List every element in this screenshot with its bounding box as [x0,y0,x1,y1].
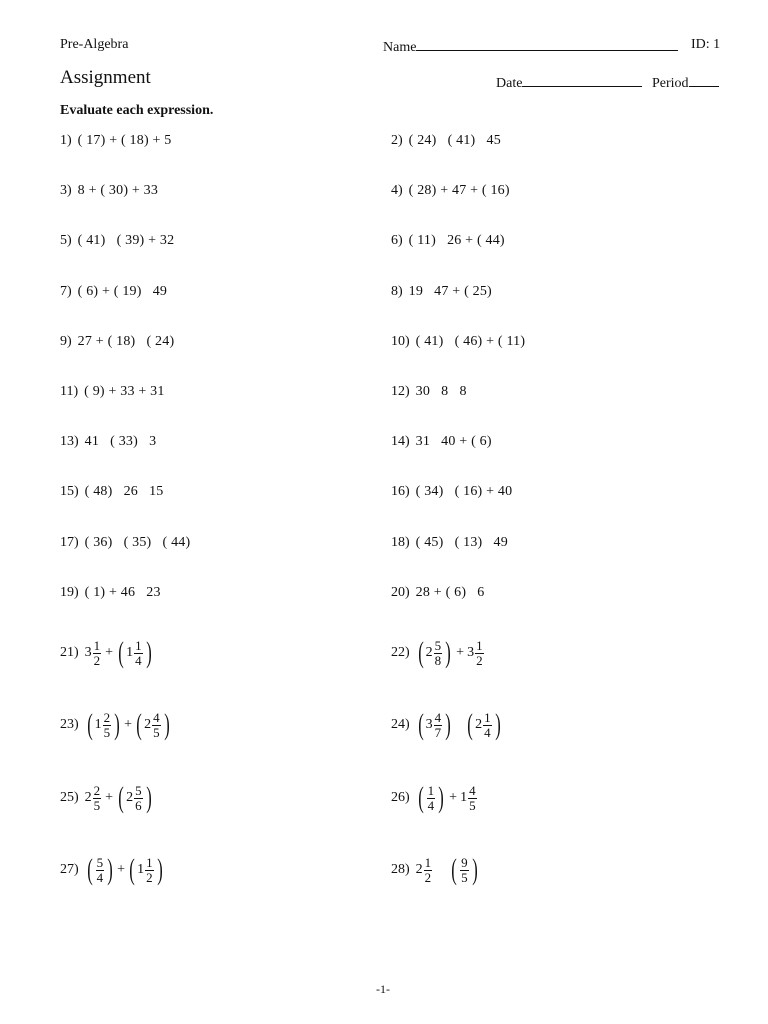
denominator: 4 [135,652,142,668]
problem-number: 23) [60,717,79,732]
whole-part: 1 [126,645,134,660]
problem-expression: ( 41) ( 39) + 32 [77,233,175,248]
operator: + [456,645,465,660]
problem-16 [391,484,512,500]
fraction [103,711,112,740]
problem-expression: ( 11) 26 + ( 44) [408,233,505,248]
fraction [145,856,154,885]
numerator: 1 [427,782,435,798]
numerator: 1 [135,637,142,653]
right-paren: ) [471,853,478,886]
denominator: 4 [427,797,435,813]
fraction [434,711,443,740]
problem-number: 6) [391,233,403,248]
period-blank[interactable] [689,73,719,87]
problem-28 [391,855,480,885]
problem-number: 19) [60,585,79,600]
page-number: -1- [376,982,390,996]
problem-expression: 30 8 8 [415,384,467,399]
denominator: 2 [424,869,432,885]
numerator: 1 [484,709,491,725]
problem-number: 10) [391,334,410,349]
subject-label: Pre-Algebra [60,37,129,52]
whole-part: 2 [144,717,152,732]
problem-expression: ( 48) 26 15 [84,484,164,499]
problem-number: 24) [391,717,410,732]
date-label: Date [496,76,523,91]
instructions: Evaluate each expression. [60,103,214,118]
numerator: 4 [469,782,476,798]
fraction [475,639,484,668]
denominator: 6 [135,797,142,813]
problem-expression: ( 28) + 47 + ( 16) [408,183,510,198]
numerator: 5 [135,782,142,798]
denominator: 4 [484,724,491,740]
right-paren: ) [114,708,120,741]
problem-expression: ( 34) ( 16) + 40 [415,484,513,499]
mixed-number [426,639,444,668]
problem-number: 20) [391,585,410,600]
problem-number: 21) [60,645,79,660]
problem-number: 14) [391,434,410,449]
problem-number: 13) [60,434,79,449]
whole-part: 3 [425,717,433,732]
right-paren: ) [445,708,451,741]
operator: + [105,790,114,805]
problem-22 [391,638,485,668]
problem-number: 16) [391,484,410,499]
problem-7 [60,284,167,300]
problem-expression: 28 + ( 6) 6 [415,585,485,600]
period-field[interactable] [652,73,719,92]
date-field[interactable] [496,73,642,92]
mixed-number [95,856,106,885]
mixed-number [126,784,144,813]
problem-10 [391,334,525,350]
problem-27 [60,855,165,885]
problem-18 [391,535,508,551]
problem-number: 11) [60,384,79,399]
problem-expression: ( 41) ( 46) + ( 11) [415,334,526,349]
left-paren: ( [417,781,424,814]
problem-number: 8) [391,284,403,299]
problem-15 [60,484,164,500]
problem-number: 12) [391,384,410,399]
fraction [93,639,102,668]
problem-2 [391,133,501,149]
problem-expression: 27 + ( 18) ( 24) [77,334,175,349]
numerator: 4 [153,709,160,725]
mixed-number [137,856,155,885]
problem-expression: ( 1) + 46 23 [84,585,161,600]
mixed-number [426,711,444,740]
problem-number: 9) [60,334,72,349]
problem-expression: ( 6) + ( 19) 49 [77,284,168,299]
right-paren: ) [156,853,163,886]
left-paren: ( [417,636,424,669]
mixed-number [126,639,144,668]
fraction [460,856,469,885]
left-paren: ( [417,708,424,741]
problem-expression: ( 36) ( 35) ( 44) [84,535,191,550]
name-field[interactable] [383,37,678,56]
mixed-number [467,639,485,668]
problem-number: 2) [391,133,403,148]
problem-13 [60,434,156,450]
whole-part: 3 [467,645,475,660]
problem-11 [60,384,165,400]
problem-expression: 41 ( 33) 3 [84,434,157,449]
problem-19 [60,585,161,601]
fraction [434,639,443,668]
fraction [424,856,433,885]
right-paren: ) [145,781,152,814]
problem-14 [391,434,492,450]
problem-number: 27) [60,862,79,877]
problem-25 [60,783,154,813]
problem-6 [391,233,505,249]
problem-20 [391,585,485,601]
whole-part: 2 [126,790,134,805]
problem-26 [391,783,478,813]
fraction [134,639,143,668]
whole-part: 3 [84,645,92,660]
numerator: 2 [103,709,111,725]
problem-number: 22) [391,645,410,660]
problem-number: 3) [60,183,72,198]
denominator: 5 [103,724,111,740]
problem-number: 18) [391,535,410,550]
numerator: 1 [93,637,101,653]
numerator: 5 [434,637,442,653]
mixed-number [85,784,103,813]
mixed-number [460,784,478,813]
problem-expression: ( 24) ( 41) 45 [408,133,501,148]
denominator: 2 [476,652,483,668]
mixed-number [95,711,113,740]
problem-number: 28) [391,862,410,877]
numerator: 1 [146,854,153,870]
problem-expression: 31 40 + ( 6) [415,434,492,449]
left-paren: ( [136,708,142,741]
whole-part: 2 [415,862,423,877]
problem-number: 25) [60,790,79,805]
left-paren: ( [86,708,93,741]
name-label: Name [383,40,417,55]
fraction [134,784,143,813]
left-paren: ( [86,853,93,886]
denominator: 5 [461,869,468,885]
fraction [427,784,436,813]
problem-expression: 8 + ( 30) + 33 [77,183,159,198]
operator: + [124,717,133,732]
left-paren: ( [129,853,135,886]
right-paren: ) [163,708,170,741]
denominator: 2 [146,869,153,885]
problem-23 [60,710,172,740]
date-blank[interactable] [522,73,642,87]
whole-part: 1 [460,790,468,805]
problem-9 [60,334,174,350]
whole-part: 2 [425,645,433,660]
problem-5 [60,233,174,249]
whole-part: 1 [94,717,102,732]
mixed-number [144,711,162,740]
fraction [468,784,477,813]
whole-part: 2 [84,790,92,805]
problem-expression: ( 17) + ( 18) + 5 [77,133,172,148]
fraction [483,711,492,740]
left-paren: ( [118,636,124,669]
fraction [152,711,161,740]
problem-21 [60,638,154,668]
name-blank[interactable] [416,37,678,51]
problem-number: 26) [391,790,410,805]
problem-expression: ( 9) + 33 + 31 [84,384,165,399]
numerator: 1 [476,637,483,653]
right-paren: ) [145,636,152,669]
denominator: 5 [93,797,101,813]
numerator: 2 [93,782,101,798]
problem-number: 4) [391,183,403,198]
numerator: 9 [461,854,468,870]
mixed-number [416,856,434,885]
denominator: 5 [469,797,476,813]
problem-1 [60,133,172,149]
right-paren: ) [494,708,501,741]
left-paren: ( [451,853,457,886]
problem-number: 5) [60,233,72,248]
problem-8 [391,284,492,300]
denominator: 4 [96,869,104,885]
denominator: 2 [93,652,101,668]
right-paren: ) [107,853,113,886]
operator: + [449,790,458,805]
problem-number: 15) [60,484,79,499]
problem-17 [60,535,190,551]
fraction [93,784,102,813]
whole-part: 1 [137,862,145,877]
fraction [96,856,105,885]
right-paren: ) [438,781,444,814]
problem-number: 1) [60,133,72,148]
denominator: 7 [434,724,442,740]
operator: + [105,645,114,660]
problem-3 [60,183,158,199]
id-label: ID: 1 [691,37,721,52]
problem-number: 17) [60,535,79,550]
mixed-number [459,856,470,885]
numerator: 5 [96,854,104,870]
numerator: 1 [424,854,432,870]
right-paren: ) [445,636,451,669]
whole-part: 2 [475,717,483,732]
left-paren: ( [118,781,124,814]
mixed-number [85,639,103,668]
denominator: 8 [434,652,442,668]
mixed-number [475,711,493,740]
numerator: 4 [434,709,442,725]
denominator: 5 [153,724,160,740]
problem-number: 7) [60,284,72,299]
problem-12 [391,384,467,400]
left-paren: ( [467,708,473,741]
page-title: Assignment [60,67,151,88]
problem-24 [391,710,503,740]
operator: + [117,862,126,877]
problem-4 [391,183,510,199]
problem-expression: 19 47 + ( 25) [408,284,492,299]
period-label: Period [652,76,689,91]
problem-expression: ( 45) ( 13) 49 [415,535,508,550]
mixed-number [426,784,437,813]
